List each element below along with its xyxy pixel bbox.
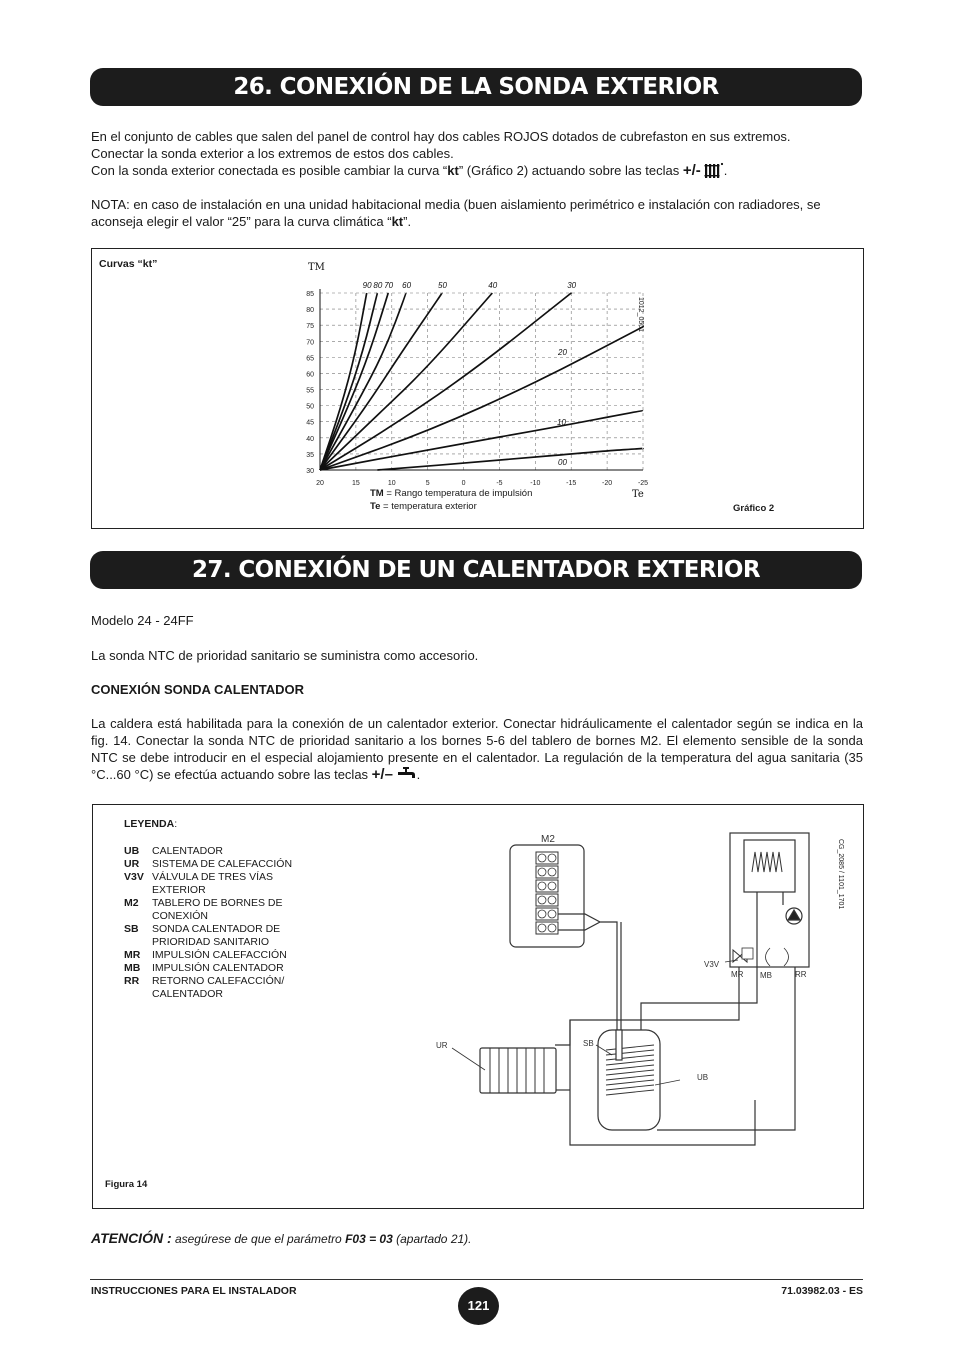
nota-text-end: ”. xyxy=(403,214,412,229)
te-key: Te xyxy=(370,501,381,512)
x-tick-label: 20 xyxy=(316,480,324,487)
atencion-text: asegúrese de que el parámetro xyxy=(171,1232,346,1246)
legend-item xyxy=(124,923,312,949)
figure-code: CG_2085 / 1101_1701 xyxy=(837,839,844,910)
legend-title-row: LEYENDA: xyxy=(124,818,178,830)
legend-item xyxy=(124,858,312,871)
tm-text: = Rango temperatura de impulsión xyxy=(383,488,533,499)
x-tick-label: 0 xyxy=(461,480,466,487)
x-tick-label: -15 xyxy=(566,480,577,487)
atencion-note xyxy=(91,1230,472,1246)
y-axis-label: TM xyxy=(308,262,325,273)
y-tick-label: 35 xyxy=(306,451,314,459)
y-tick-label: 30 xyxy=(306,468,314,475)
label-ub: UB xyxy=(697,1073,709,1082)
footer-rule xyxy=(90,1279,863,1280)
x-tick-label: 5 xyxy=(425,480,430,487)
footer-right: 71.03982.03 - ES xyxy=(781,1285,863,1297)
curve-label: 60 xyxy=(402,281,412,290)
modelo-text: Modelo 24 - 24FF xyxy=(91,613,194,628)
curve-kt-90 xyxy=(320,293,367,470)
figure-caption: Figura 14 xyxy=(105,1179,148,1190)
paragraph-3: Con la sonda exterior conectada es posible cambiar la curva “ kt ” (Gráfico 2) actuando sobre las teclas +/- . xyxy=(91,162,728,179)
te-text: = temperatura exterior xyxy=(380,501,477,512)
legend-list xyxy=(124,845,312,1001)
legend-code: M2 xyxy=(124,897,139,909)
x-tick-label: 15 xyxy=(351,480,360,487)
legend-desc: SISTEMA DE CALEFACCIÓN xyxy=(152,858,293,870)
kt-term: kt xyxy=(447,163,459,178)
atencion-text-end: (apartado 21). xyxy=(392,1232,472,1246)
legend-item xyxy=(124,897,312,923)
legend-item xyxy=(124,845,312,858)
chart-caption: Gráfico 2 xyxy=(733,503,775,514)
legend-desc: RETORNO CALEFACCIÓN/ CALENTADOR xyxy=(152,975,285,1000)
legend-desc: CALENTADOR xyxy=(152,845,223,857)
body-text: La caldera está habilitada para la conexión de un calentador exterior. Conectar hidráulicamente el calentador según se indica en la fig. 14. Conectar la sonda NTC de prioridad sanitario a los bornes 5-6 del tablero de bornes M2. El elemento sensible de la sonda NTC se debe introducir en el especial alojamiento presente en el calentador. La regulación de la temperatura del agua sanitaria (35 °C...60 °C) se efectúa actuando sobre las teclas xyxy=(91,716,863,782)
legend-desc: IMPULSIÓN CALEFACCIÓN xyxy=(152,949,287,961)
y-tick-label: 80 xyxy=(306,307,314,315)
y-tick-label: 55 xyxy=(306,387,314,395)
legend-code: UB xyxy=(124,845,140,857)
tap-icon xyxy=(397,766,417,780)
legend-desc: VÁLVULA DE TRES VÍAS EXTERIOR xyxy=(152,871,273,896)
x-tick-label: -20 xyxy=(602,480,613,487)
legend-code: RR xyxy=(124,975,140,987)
page-number: 121 xyxy=(458,1287,499,1325)
label-mb: MB xyxy=(760,971,772,980)
curve-label: 70 xyxy=(384,281,394,290)
paragraph-3-b: ” (Gráfico 2) actuando sobre las teclas xyxy=(458,163,683,178)
footer-left: INSTRUCCIONES PARA EL INSTALADOR xyxy=(91,1285,297,1297)
atencion-param: F03 = 03 xyxy=(345,1232,393,1246)
kt-curves-chart xyxy=(0,250,954,550)
section-26-title: 26. CONEXIÓN DE LA SONDA EXTERIOR xyxy=(90,68,862,106)
radiator-icon xyxy=(704,162,724,179)
y-tick-label: 40 xyxy=(306,435,314,443)
curve-label: 20 xyxy=(558,348,567,357)
legend-code: UR xyxy=(124,858,140,870)
plus-minus-keys-2: +/– xyxy=(371,766,393,783)
nota-text: NOTA: en caso de instalación en una unidad habitacional media (buen aislamiento perimétrico e instalación con radiadores, se aconseja elegir el valor “25” para la curva climática “ xyxy=(91,197,821,229)
label-v3v: V3V xyxy=(704,960,720,969)
legend-title: LEYENDA xyxy=(124,818,175,830)
x-axis-label: Te xyxy=(632,489,644,500)
label-m2: M2 xyxy=(541,834,555,845)
paragraph-3-a: Con la sonda exterior conectada es posible cambiar la curva “ xyxy=(91,163,448,178)
paragraph-1: En el conjunto de cables que salen del panel de control hay dos cables ROJOS dotados de cubrefaston en sus extremos. xyxy=(91,129,791,144)
label-sb: SB xyxy=(583,1039,594,1048)
nota-kt-term: kt xyxy=(391,214,404,229)
section-26-text xyxy=(91,128,863,230)
sonda-text: La sonda NTC de prioridad sanitario se suministra como accesorio. xyxy=(91,648,479,663)
curve-label: 00 xyxy=(558,458,567,467)
y-tick-label: 75 xyxy=(306,323,314,331)
label-ur: UR xyxy=(436,1041,448,1050)
label-mr: MR xyxy=(731,970,744,979)
legend-code: V3V xyxy=(124,871,144,883)
y-tick-label: 85 xyxy=(306,291,314,298)
chart-code: 1012_0501 xyxy=(637,297,644,333)
section-27-title: 27. CONEXIÓN DE UN CALENTADOR EXTERIOR xyxy=(90,551,862,589)
subheading-conexion: CONEXIÓN SONDA CALENTADOR xyxy=(91,682,305,697)
legend-desc: IMPULSIÓN CALENTADOR xyxy=(152,962,284,974)
legend-desc: TABLERO DE BORNES DE CONEXIÓN xyxy=(152,897,283,922)
curve-label: 50 xyxy=(438,281,447,290)
curve-kt-50 xyxy=(320,293,442,470)
y-tick-label: 50 xyxy=(306,403,314,411)
y-tick-label: 70 xyxy=(306,339,314,347)
legend-item xyxy=(124,975,312,1001)
tm-key: TM xyxy=(370,488,384,499)
legend-item xyxy=(124,962,312,975)
legend-item xyxy=(124,949,312,962)
legend-item xyxy=(124,871,312,897)
legend-code: SB xyxy=(124,923,139,935)
x-tick-label: -10 xyxy=(530,480,541,487)
paragraph-2: Conectar la sonda exterior a los extremos de estos dos cables. xyxy=(91,146,454,161)
section-27-body: La caldera está habilitada para la conexión de un calentador exterior. Conectar hidráulicamente el calentador según se indica en la fig. 14. Conectar la sonda NTC de prioridad sanitario a los bornes 5-6 del tablero de bornes M2. El elemento sensible de la sonda NTC se debe introducir en el especial alojamiento presente en el calentador. La regulación de la temperatura del agua sanitaria (35 °C...60 °C) se efectúa actuando sobre las teclas +/– . xyxy=(91,716,863,783)
x-tick-label: 10 xyxy=(387,480,396,487)
x-tick-label: -25 xyxy=(637,480,649,487)
y-tick-label: 65 xyxy=(306,355,314,363)
curve-label: 10 xyxy=(557,418,566,427)
curve-label: 80 xyxy=(373,281,383,290)
legend-code: MR xyxy=(124,949,141,961)
curve-label: 90 xyxy=(362,281,372,290)
legend-desc: SONDA CALENTADOR DE PRIORIDAD SANITARIO xyxy=(152,923,281,948)
y-tick-label: 60 xyxy=(306,371,314,379)
curve-label: 30 xyxy=(567,281,577,290)
atencion-label: ATENCIÓN : xyxy=(91,1230,172,1246)
plus-minus-keys: +/- xyxy=(682,162,701,179)
curve-kt-20 xyxy=(320,327,643,470)
curve-label: 40 xyxy=(488,281,498,290)
label-rr: RR xyxy=(795,970,807,979)
figure-14-box xyxy=(92,804,864,1209)
legend-code: MB xyxy=(124,962,141,974)
nota-paragraph xyxy=(91,196,863,230)
y-tick-label: 45 xyxy=(306,419,314,427)
chart-box-label: Curvas “kt” xyxy=(99,258,158,270)
x-tick-label: -5 xyxy=(496,480,503,487)
